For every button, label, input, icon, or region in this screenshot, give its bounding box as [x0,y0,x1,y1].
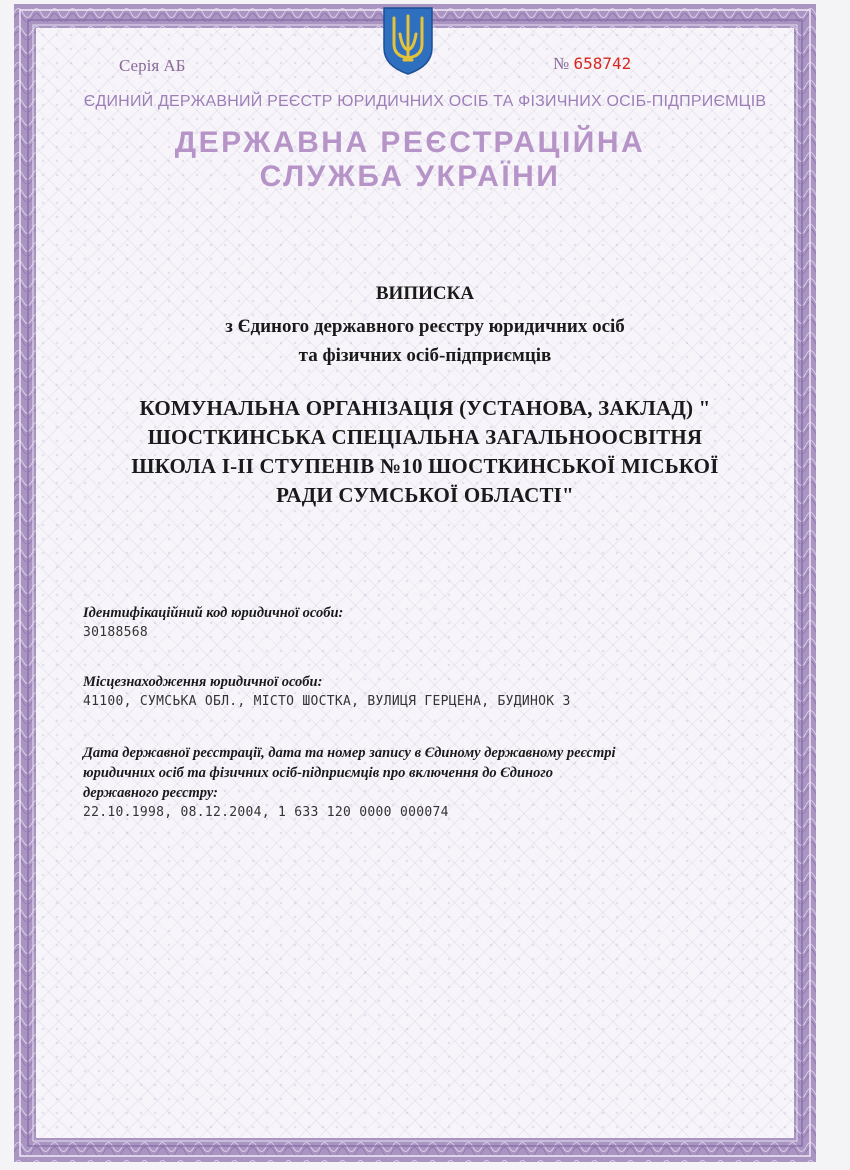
organization-name-line1: КОМУНАЛЬНА ОРГАНІЗАЦІЯ (УСТАНОВА, ЗАКЛАД) " [139,396,711,420]
agency-title-line2: СЛУЖБА УКРАЇНИ [259,160,561,193]
document-subtitle-line2: та фізичних осіб-підприємців [298,345,552,366]
id-code-value: 30188568 [83,625,149,640]
organization-name-line3: ШКОЛА І-ІІ СТУПЕНІВ №10 ШОСТКИНСЬКОЇ МІСЬКОЇ [131,454,719,478]
location-value: 41100, СУМСЬКА ОБЛ., МІСТО ШОСТКА, ВУЛИЦЯ ГЕРЦЕНА, БУДИНОК 3 [83,694,571,709]
registry-banner: ЄДИНИЙ ДЕРЖАВНИЙ РЕЄСТР ЮРИДИЧНИХ ОСІБ ТА ФІЗИЧНИХ ОСІБ-ПІДПРИЄМЦІВ [83,93,767,110]
number-sign: № [553,54,570,73]
agency-title-line1: ДЕРЖАВНА РЕЄСТРАЦІЙНА [174,126,646,159]
serial-number-value: 658742 [573,54,632,73]
organization-name [70,394,780,510]
registration-label-line1: Дата державної реєстрації, дата та номер запису в Єдиному державному реєстрі [83,745,616,761]
organization-name-line4: РАДИ СУМСЬКОЇ ОБЛАСТІ" [276,483,574,507]
registration-label [83,743,723,803]
trident-coat-of-arms-icon [380,4,436,76]
registration-label-line2: юридичних осіб та фізичних осіб-підприємців про включення до Єдиного [83,765,553,781]
document-title: ВИПИСКА [375,283,475,304]
serial-number [553,54,673,74]
document-subtitle-line1: з Єдиного державного реєстру юридичних осіб [225,316,625,337]
location-label: Місцезнаходження юридичної особи: [83,674,323,690]
agency-title [100,126,720,194]
document-subtitle [150,312,700,370]
organization-name-line2: ШОСТКИНСЬКА СПЕЦІАЛЬНА ЗАГАЛЬНООСВІТНЯ [147,425,703,449]
registration-value: 22.10.1998, 08.12.2004, 1 633 120 0000 000074 [83,805,449,820]
certificate-body [36,28,794,1138]
id-code-label: Ідентифікаційний код юридичної особи: [83,605,344,621]
series-label: Серія АБ [119,56,186,75]
registration-label-line3: державного реєстру: [83,785,218,801]
